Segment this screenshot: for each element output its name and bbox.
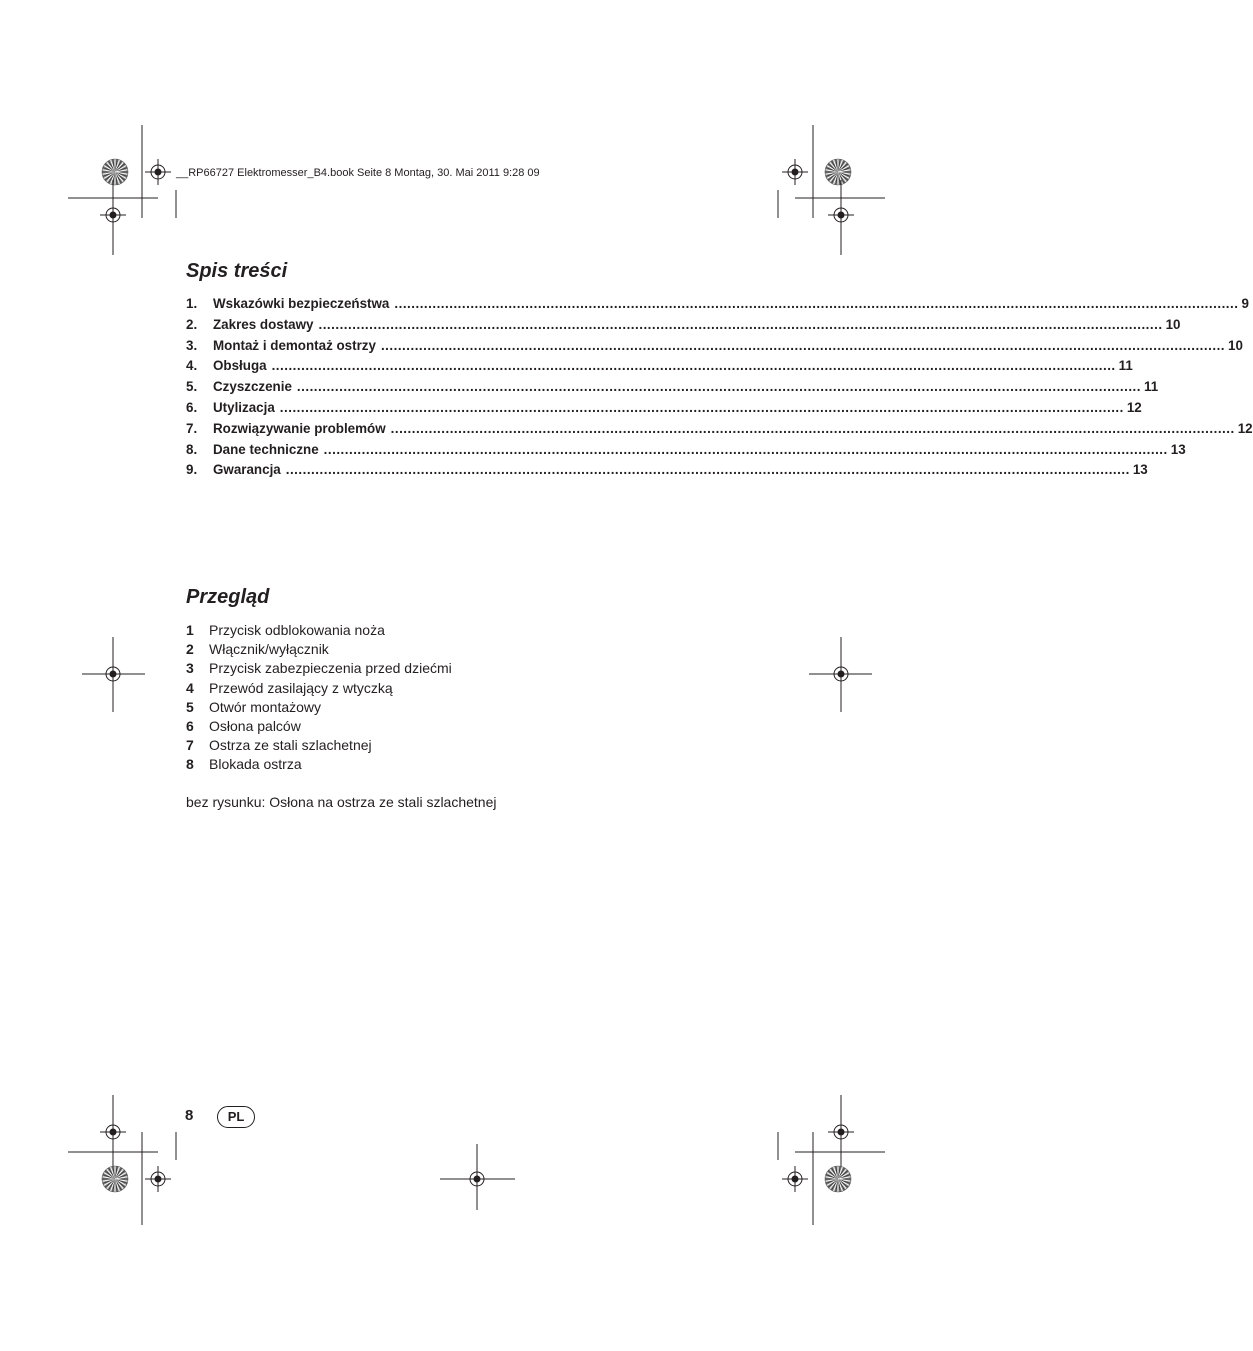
overview-item-text: Osłona palców <box>209 718 301 734</box>
toc-leader-dots: ........................................................................................................................................................................................................ <box>394 296 1239 311</box>
toc-item-title: Gwarancja <box>213 462 281 478</box>
overview-item <box>186 660 452 676</box>
overview-item-text: Blokada ostrza <box>209 756 302 773</box>
overview-item-number: 4 <box>186 679 194 696</box>
color-wheel-icon <box>825 159 851 185</box>
toc-leader-dots: ........................................................................................................................................................................................................ <box>380 337 1226 353</box>
toc-item-page: 11 <box>1143 379 1159 395</box>
toc-leader-dots: ........................................................................................................................................................................................................ <box>285 462 1130 478</box>
toc-item <box>186 462 1148 480</box>
toc-item-page: 11 <box>1118 358 1133 374</box>
toc-item <box>186 316 1181 335</box>
overview-item-number: 7 <box>186 737 194 754</box>
toc-item-title: Wskazówki bezpieczeństwa <box>213 296 390 311</box>
overview-item-number: 1 <box>186 622 194 638</box>
overview-item <box>186 737 372 753</box>
toc-item-number: 1. <box>186 296 198 311</box>
overview-item <box>186 680 393 696</box>
toc-item-title: Rozwiązywanie problemów <box>213 420 386 436</box>
file-info-header: __RP66727 Elektromesser_B4.book Seite 8 Montag, 30. Mai 2011 9:28 09 <box>176 167 540 179</box>
toc-leader-dots: ........................................................................................................................................................................................................ <box>296 379 1141 395</box>
toc-leader-dots: ........................................................................................................................................................................................................ <box>323 441 1168 457</box>
toc-item-title: Utylizacja <box>213 400 275 415</box>
toc-leader-dots: ........................................................................................................................................................................................................ <box>318 316 1163 332</box>
toc-item <box>186 296 1249 314</box>
overview-item <box>186 718 301 734</box>
registration-mark-icon <box>145 1166 171 1192</box>
toc-item-number: 6. <box>186 400 198 415</box>
overview-item-number: 3 <box>186 660 194 677</box>
overview-item-text: Przewód zasilający z wtyczką <box>209 679 393 696</box>
overview-item-text: Przycisk zabezpieczenia przed dziećmi <box>209 660 452 677</box>
toc-item <box>186 358 1133 376</box>
toc-item-title: Dane techniczne <box>213 441 319 457</box>
overview-item <box>186 699 321 715</box>
toc-title: Spis treści <box>186 260 288 282</box>
toc-item-title: Zakres dostawy <box>213 316 314 332</box>
toc-item-title: Czyszczenie <box>213 379 292 395</box>
toc-leader-dots: ........................................................................................................................................................................................................ <box>279 400 1124 415</box>
toc-leader-dots: ........................................................................................................................................................................................................ <box>390 420 1235 436</box>
overview-note: bez rysunku: Osłona na ostrza ze stali szlachetnej <box>186 794 497 810</box>
overview-title: Przegląd <box>186 586 270 608</box>
toc-item-number: 2. <box>186 316 198 332</box>
toc-item-page: 10 <box>1228 337 1243 353</box>
language-badge: PL <box>217 1106 255 1128</box>
toc-item-number: 9. <box>186 462 198 478</box>
overview-item-number: 6 <box>186 718 194 734</box>
overview-item <box>186 756 302 772</box>
toc-item-title: Montaż i demontaż ostrzy <box>213 337 376 353</box>
toc-item <box>186 400 1142 418</box>
color-wheel-icon <box>102 1166 128 1192</box>
toc-item-page: 13 <box>1132 462 1148 478</box>
color-wheel-icon <box>102 159 128 185</box>
overview-item-text: Otwór montażowy <box>209 698 322 715</box>
overview-item-text: Przycisk odblokowania noża <box>209 622 385 638</box>
toc-leader-dots: ........................................................................................................................................................................................................ <box>271 358 1116 374</box>
overview-item-text: Ostrza ze stali szlachetnej <box>209 737 372 754</box>
toc-item-page: 12 <box>1237 420 1253 436</box>
registration-mark-icon <box>782 1166 808 1192</box>
toc-item <box>186 337 1243 356</box>
toc-item <box>186 379 1159 397</box>
page-number: 8 <box>185 1107 194 1124</box>
toc-item-page: 12 <box>1126 400 1142 415</box>
overview-item-number: 2 <box>186 641 194 658</box>
toc-item-number: 3. <box>186 337 198 353</box>
overview-item <box>186 622 385 638</box>
toc-item-page: 9 <box>1241 296 1249 311</box>
overview-item-number: 5 <box>186 698 194 715</box>
toc-item-number: 5. <box>186 379 198 395</box>
toc-item-number: 7. <box>186 420 198 436</box>
overview-item-number: 8 <box>186 756 194 773</box>
overview-item <box>186 641 329 657</box>
toc-item-title: Obsługa <box>213 358 267 374</box>
registration-mark-icon <box>782 159 808 185</box>
toc-item-page: 13 <box>1170 441 1186 457</box>
color-wheel-icon <box>825 1166 851 1192</box>
toc-item <box>186 441 1186 460</box>
registration-mark-icon <box>145 159 171 185</box>
overview-item-text: Włącznik/wyłącznik <box>209 641 329 658</box>
toc-item-number: 8. <box>186 441 198 457</box>
toc-item-page: 10 <box>1165 316 1181 332</box>
toc-item-number: 4. <box>186 358 198 374</box>
toc-item <box>186 420 1253 439</box>
